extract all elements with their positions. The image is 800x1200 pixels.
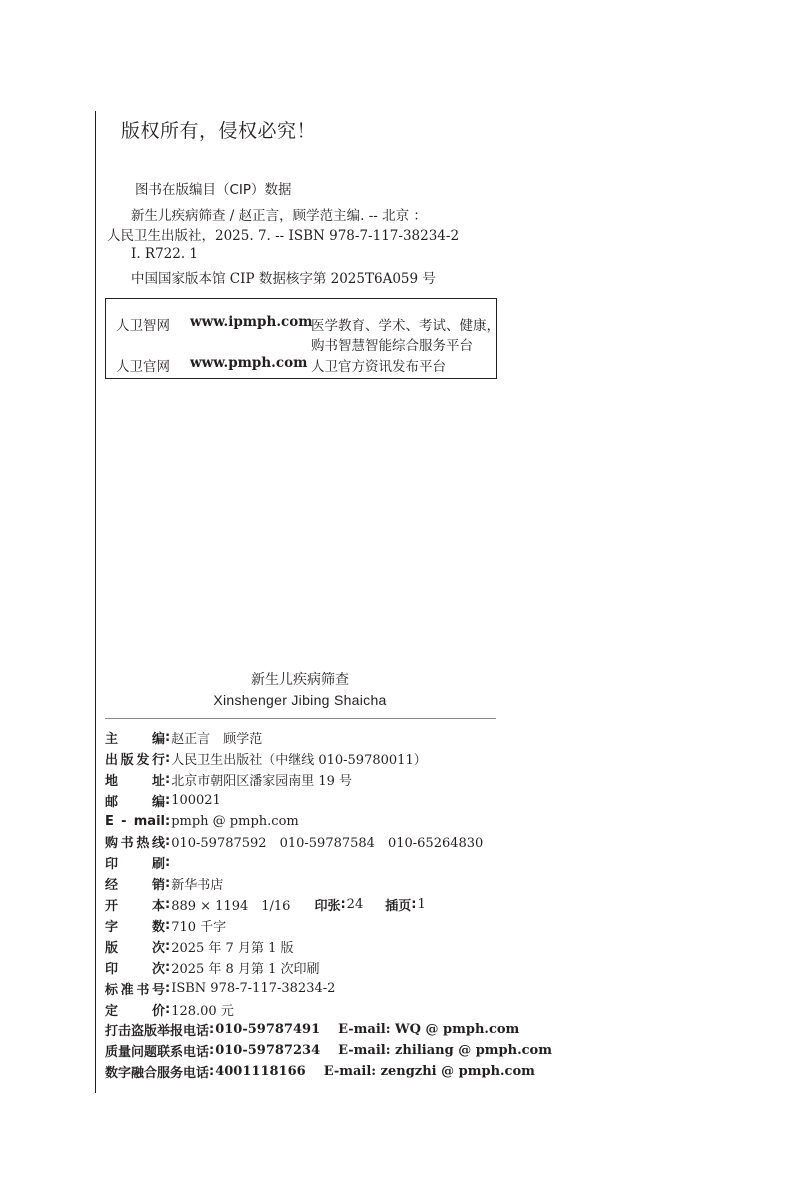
website-box [105, 298, 500, 379]
title-divider [105, 718, 496, 719]
words-label: 字数 [105, 919, 165, 935]
hotline-value: 010-59787592 010-59787584 010-65264830 [171, 836, 484, 852]
digital-email: E-mail: zengzhi @ pmph.com [323, 1064, 535, 1080]
printing-label: 印次 [105, 961, 165, 977]
printer-label: 印刷 [105, 857, 165, 873]
publisher-label: 出版发行 [105, 752, 165, 768]
dealer-label: 经销 [105, 878, 165, 894]
book-title: 新生儿疾病筛查 [251, 672, 349, 688]
info-row-address: 地址 : 北京市朝阳区潘家园南里 19 号 [105, 771, 353, 789]
quality-email: E-mail: zhiliang @ pmph.com [338, 1043, 552, 1059]
info-row-postcode: 邮编 : 100021 [105, 792, 221, 810]
email-value: pmph @ pmph.com [171, 813, 299, 829]
cip-line-4: 中国国家版本馆 CIP 数据核字第 2025T6A059 号 [131, 271, 436, 287]
printing-value: 2025 年 8 月第 1 次印刷 [171, 961, 320, 977]
website-label-pmph: 人卫官网 [116, 359, 170, 375]
address-value: 北京市朝阳区潘家园南里 19 号 [171, 773, 353, 789]
info-row-format: 开本 : 889 × 1194 1/16 印张 : 24 插页 : 1 [105, 897, 426, 915]
website-url-pmph[interactable]: www.pmph.com [190, 355, 308, 371]
copyright-notice: 版权所有，侵权必究！ [121, 120, 317, 142]
info-row-hotline: 购书热线 : 010-59787592 010-59787584 010-65264830 [105, 834, 484, 852]
piracy-email: E-mail: WQ @ pmph.com [338, 1022, 520, 1038]
website-desc-pmph: 人卫官方资讯发布平台 [311, 359, 446, 375]
info-row-words: 字数 : 710 千字 [105, 917, 227, 935]
contact-row-digital: 数字融合服务电话 : 4001118166 E-mail: zengzhi @ pmph.com [105, 1064, 535, 1082]
info-row-edition: 版次 : 2025 年 7 月第 1 版 [105, 938, 294, 956]
edition-label: 版次 [105, 940, 165, 956]
price-value: 128.00 元 [171, 1003, 234, 1019]
info-row-isbn: 标准书号 : ISBN 978-7-117-38234-2 [105, 980, 336, 998]
cip-line-1: 新生儿疾病筛查 / 赵正言，顾学范主编. -- 北京 ： [131, 208, 427, 224]
format-label: 开本 [105, 899, 165, 915]
website-url-ipmph[interactable]: www.ipmph.com [190, 314, 313, 330]
inserts-label: 插页 [385, 899, 412, 915]
sheets-value: 24 [346, 897, 364, 913]
editor-label: 主编 [105, 731, 165, 747]
info-row-printing: 印次 : 2025 年 8 月第 1 次印刷 [105, 959, 320, 977]
info-row-publisher: 出版发行 : 人民卫生出版社（中继线 010-59780011） [105, 750, 427, 768]
info-row-price: 定价 : 128.00 元 [105, 1001, 234, 1019]
website-desc-ipmph-2: 购书智慧智能综合服务平台 [311, 338, 473, 354]
isbn-label: 标准书号 [105, 982, 165, 998]
digital-label: 数字融合服务电话 [105, 1066, 210, 1082]
info-row-printer: 印刷 : [105, 855, 171, 873]
edition-value: 2025 年 7 月第 1 版 [171, 940, 294, 956]
price-label: 定价 [105, 1003, 165, 1019]
website-label-ipmph: 人卫智网 [116, 318, 170, 334]
email-label: E - mail [105, 813, 165, 829]
dealer-value: 新华书店 [171, 878, 224, 894]
publisher-value: 人民卫生出版社（中继线 010-59780011） [171, 752, 427, 768]
quality-label: 质量问题联系电话 [105, 1045, 210, 1061]
cip-heading: 图书在版编目（CIP）数据 [135, 182, 292, 198]
quality-phone: 010-59787234 [215, 1043, 321, 1059]
info-row-dealer: 经销 : 新华书店 [105, 876, 224, 894]
piracy-label: 打击盗版举报电话 [105, 1024, 210, 1040]
piracy-phone: 010-59787491 [215, 1022, 321, 1038]
words-value: 710 千字 [171, 919, 227, 935]
postcode-label: 邮编 [105, 794, 165, 810]
address-label: 地址 [105, 773, 165, 789]
format-value: 889 × 1194 1/16 [171, 899, 291, 915]
book-title-pinyin: Xinshenger Jibing Shaicha [213, 692, 387, 708]
info-row-email: E - mail : pmph @ pmph.com [105, 813, 299, 829]
hotline-label: 购书热线 [105, 836, 165, 852]
postcode-value: 100021 [171, 792, 221, 808]
inserts-value: 1 [417, 897, 426, 913]
editor-value: 赵正言 顾学范 [171, 731, 263, 747]
cip-line-3: Ⅰ. R722. 1 [131, 246, 199, 262]
imprint-info [105, 727, 552, 1082]
info-row-editor: 主编 : 赵正言 顾学范 [105, 729, 263, 747]
left-margin-rule [95, 111, 96, 1093]
cip-line-2: 人民卫生出版社，2025. 7. -- ISBN 978-7-117-38234-2 [107, 228, 460, 244]
website-desc-ipmph-1: 医学教育、学术、考试、健康， [311, 318, 500, 334]
sheets-label: 印张 [314, 899, 341, 915]
contact-row-piracy: 打击盗版举报电话 : 010-59787491 E-mail: WQ @ pmph.com [105, 1022, 520, 1040]
contact-row-quality: 质量问题联系电话 : 010-59787234 E-mail: zhiliang @ pmph.com [105, 1043, 552, 1061]
isbn-value: ISBN 978-7-117-38234-2 [171, 980, 336, 996]
digital-phone: 4001118166 [215, 1064, 306, 1080]
